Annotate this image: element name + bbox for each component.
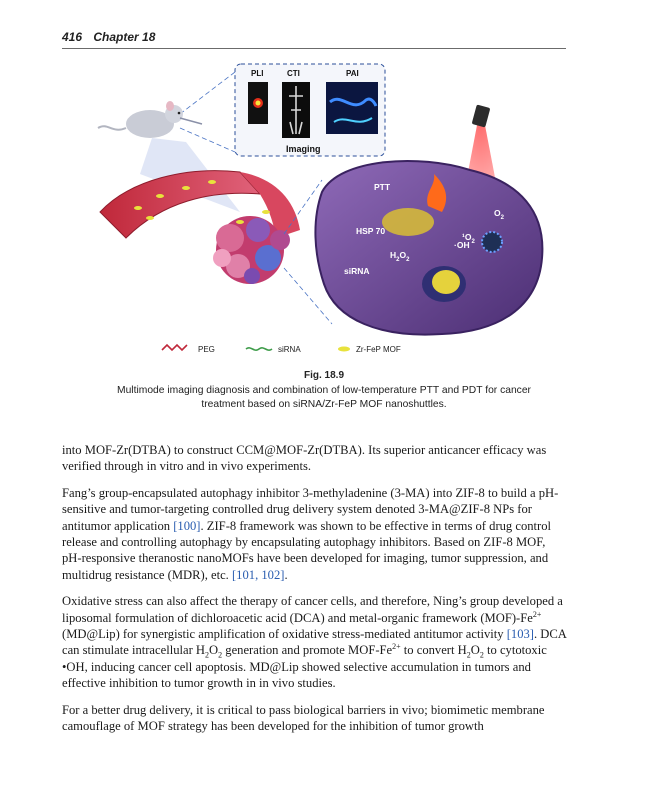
reference-link-100[interactable]: [100]	[173, 518, 201, 533]
ros-icon	[482, 232, 502, 252]
legend-zr-fep-mof: Zr-FeP MOF	[356, 345, 401, 354]
figure-18-9	[90, 62, 560, 362]
pli-label: PLI	[251, 69, 264, 78]
sirna-label: siRNA	[344, 266, 370, 276]
cancer-cell	[315, 161, 542, 335]
figure-caption-title: Fig. 18.9	[303, 370, 344, 381]
pai-label: PAI	[346, 69, 359, 78]
singlet-oxygen-label: $^1O_2$	[462, 232, 475, 245]
ptt-label: PTT	[374, 182, 391, 192]
paragraph-3: Oxidative stress can also affect the therapy of cancer cells, and therefore, Ning’s group developed a liposomal formulation of dichloroacetic acid (DCA) and metal-organic framework $(MOF)-Fe^{2+}$ (MD@Lip) for synergistic amplification of oxidative stress-mediated antitumor activity [103]. DCA can stimulate intracellular $H_2O_2$ generation and promote MOF-$Fe^{2+}$ to convert $H_2O_2$ to cytotoxic •OH, inducing cancer cell apoptosis. MD@Lip showed selective accumulation in tumors and effective inhibition to tumor growth in in vivo studies.	[62, 594, 567, 691]
chapter-title: Chapter 18	[93, 30, 156, 44]
legend-sirna: siRNA	[278, 345, 301, 354]
hydroxyl-label: ·OH	[454, 240, 470, 250]
legend-peg: PEG	[198, 345, 215, 354]
laser-source-icon	[472, 105, 491, 128]
mof-cluster	[382, 208, 434, 236]
running-head	[62, 30, 566, 49]
paragraph-2: Fang’s group-encapsulated autophagy inhibitor 3-methyladenine (3-MA) into ZIF-8 to build a pH-sensitive and tumor-targeting controlled drug delivery system denoted 3-MA@ZIF-8 NPs for antitumor application [100]. ZIF-8 framework was shown to be effective in terms of drug control release and controlling autophagy by encapsulating autophagy inhibitors. Based on ZIF-8 MOF, pH-responsive theranostic nanoMOFs have been developed for imaging, tumor suppression, and multidrug resistance (MDR), etc. [101, 102].	[62, 485, 559, 582]
sirna-legend-icon	[246, 348, 272, 350]
hsp70-label: HSP 70	[356, 226, 386, 236]
page-number: 416	[62, 30, 83, 44]
pai-image	[326, 82, 378, 134]
figure-legend	[162, 345, 401, 354]
o2-label: $O_2$	[494, 208, 504, 221]
paragraph-1: into MOF-Zr(DTBA) to construct CCM@MOF-Zr(DTBA). Its superior anticancer efficacy was verified through in vitro and in vivo experiments.	[62, 443, 547, 474]
peg-legend-icon	[162, 345, 187, 350]
reference-link-101-102[interactable]: [101, 102]	[231, 567, 285, 582]
mouse-icon	[98, 101, 202, 138]
mof-legend-icon	[338, 347, 350, 352]
figure-illustration	[90, 62, 560, 362]
body-text	[62, 442, 567, 745]
reference-link-103[interactable]: [103]	[506, 627, 534, 642]
paragraph-4: For a better drug delivery, it is critical to pass biological barriers in vivo; biomimetic membrane camouflage of MOF strategy has been developed for the inhibition of tumor growth	[62, 702, 545, 734]
h2o2-label: $H_2O_2$	[390, 250, 410, 263]
figure-caption-text: Multimode imaging diagnosis and combination of low-temperature PTT and PDT for cancer treatment based on siRNA/Zr-FeP MOF nanoshuttles.	[117, 385, 531, 410]
imaging-title: Imaging	[286, 144, 321, 154]
cti-label: CTI	[287, 69, 300, 78]
